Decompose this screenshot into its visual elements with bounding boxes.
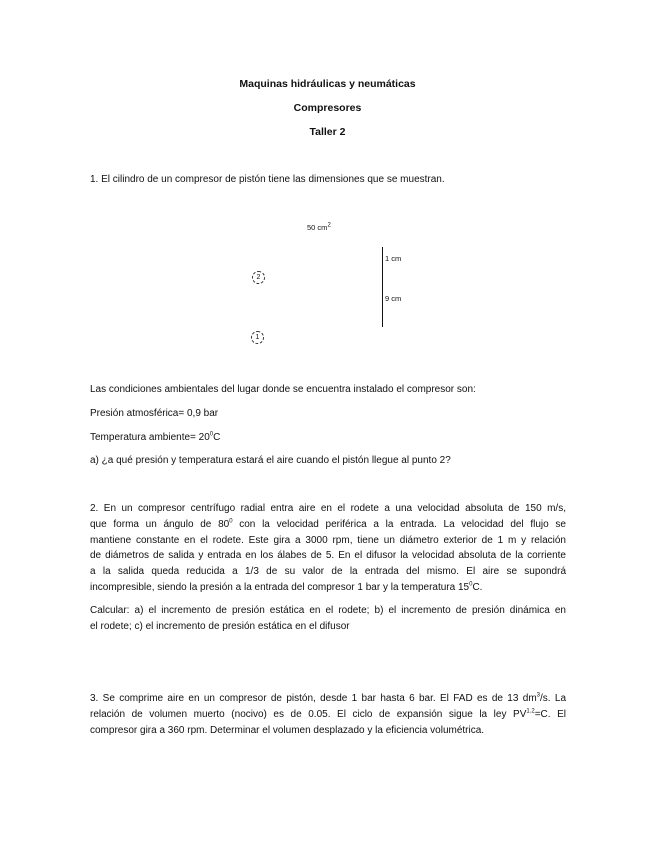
q2-calc-line-1: Calcular: a) el incremento de presión estática en el rodete; b) el incremento de presión dinámica en — [90, 605, 566, 616]
q2-line-2 — [90, 519, 566, 530]
document-title: Maquinas hidráulicas y neumáticas — [239, 78, 416, 90]
point-1-marker: 1 — [251, 331, 264, 344]
cylinder-area-label — [307, 223, 331, 232]
q3-line-3: compresor gira a 360 rpm. Determinar el volumen desplazado y la eficiencia volumétrica. — [90, 725, 485, 736]
q2-line-6 — [90, 582, 566, 593]
q1-pressure: Presión atmosférica= 0,9 bar — [90, 408, 219, 419]
q3-line-2-text: relación de volumen muerto (nocivo) es de 0.05. El ciclo de expansión sigue la ley PV — [90, 709, 527, 720]
cylinder-dimension-line — [382, 247, 383, 327]
q3-line-1-exp: 3 — [536, 692, 540, 699]
q2-line-2-rest: con la velocidad periférica a la entrada. La velocidad del flujo se — [232, 519, 566, 530]
dimension-top-label: 1 cm — [385, 254, 402, 263]
q2-line-2-text: que forma un ángulo de 80 — [90, 519, 230, 530]
q2-line-4: de diámetros de salida y entrada en los álabes de 5. En el difusor la velocidad absoluta de la corriente — [90, 550, 566, 561]
q3-line-2-rest: =C. El — [534, 709, 566, 720]
q3-line-2 — [90, 709, 566, 720]
q2-line-5: a la salida queda reducida a 1/3 de su valor de la entrada del mismo. El aire se supondrá — [90, 566, 566, 577]
cylinder-area-exponent: 2 — [327, 222, 331, 229]
q1-intro: 1. El cilindro de un compresor de pistón tiene las dimensiones que se muestran. — [90, 174, 445, 185]
q2-line-6-text: incompresible, siendo la presión a la entrada del compresor 1 bar y la temperatura 15 — [90, 582, 470, 593]
cylinder-area-value: 50 cm — [307, 223, 328, 232]
dimension-bottom-label: 9 cm — [385, 294, 402, 303]
q1-question-a: a) ¿a qué presión y temperatura estará el aire cuando el pistón llegue al punto 2? — [90, 455, 451, 466]
q2-line-2-degree: 0 — [229, 518, 233, 525]
q1-temperature — [90, 432, 566, 443]
q3-line-2-exp: 1.2 — [526, 708, 535, 715]
point-2-marker: 2 — [252, 271, 265, 284]
q1-temperature-degree: 0 — [209, 431, 214, 438]
q3-line-1-text: 3. Se comprime aire en un compresor de pistón, desde 1 bar hasta 6 bar. El FAD es de 13 dm — [90, 693, 537, 704]
q1-conditions: Las condiciones ambientales del lugar donde se encuentra instalado el compresor son: — [90, 384, 476, 395]
q3-line-1-rest: /s. La — [540, 693, 567, 704]
q2-line-3: mantiene constante en el rodete. Este gira a 3000 rpm, tiene un diámetro exterior de 1 m y relación — [90, 535, 566, 546]
q2-line-1: 2. En un compresor centrífugo radial entra aire en el rodete a una velocidad absoluta de 150 m/s, — [90, 503, 566, 514]
workshop-label: Taller 2 — [309, 126, 346, 138]
document-subtitle: Compresores — [293, 102, 362, 114]
q2-line-6-unit: C. — [472, 582, 483, 593]
q2-line-6-degree: 0 — [469, 581, 473, 588]
q3-line-1 — [90, 693, 566, 704]
q2-calc-line-2: el rodete; c) el incremento de presión estática en el difusor — [90, 621, 350, 632]
q1-temperature-text: Temperatura ambiente= 20 — [90, 432, 210, 443]
q1-temperature-unit: C — [213, 432, 221, 443]
